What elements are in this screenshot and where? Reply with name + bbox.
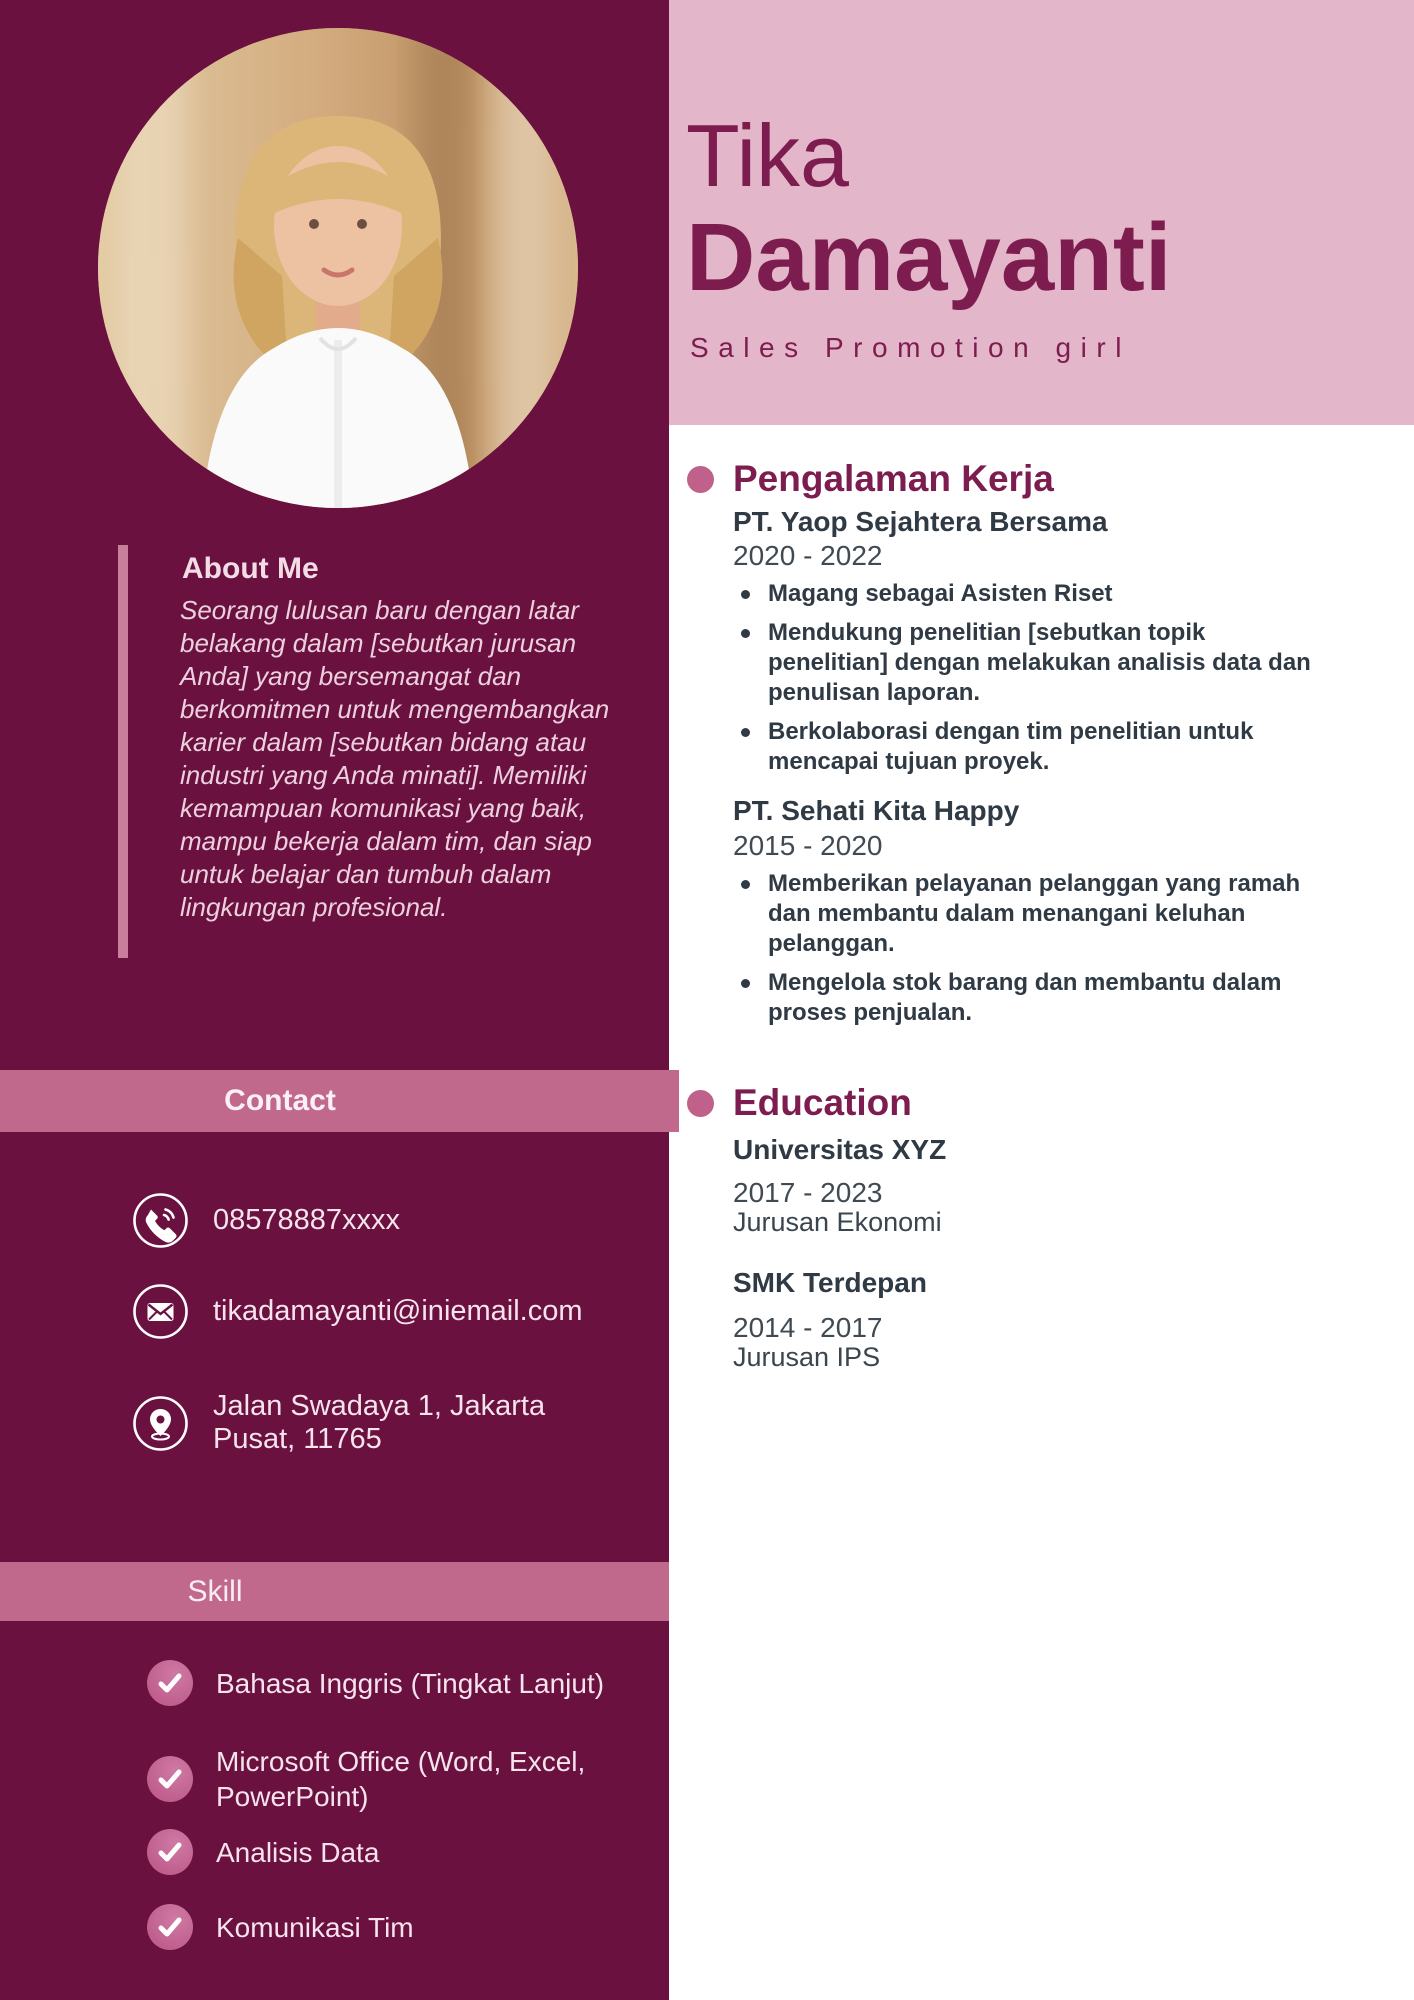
phone-value: 08578887xxxx [213,1204,401,1236]
school-major: Jurusan IPS [733,1342,881,1372]
experience-heading: Pengalaman Kerja [733,458,1054,499]
bullet-dot-icon [741,880,750,889]
education-heading: Education [733,1082,912,1123]
job-period: 2020 - 2022 [733,540,883,571]
contact-row-address [132,1390,558,1456]
name-first: Tika [686,106,849,205]
contact-heading: Contact [224,1084,336,1117]
checkmark-icon [147,1829,193,1875]
envelope-icon [132,1283,189,1340]
profile-photo [98,28,578,508]
job-bullet [741,579,1331,609]
skill-row [147,1744,636,1814]
skill-label: Microsoft Office (Word, Excel, PowerPoint) [216,1746,586,1812]
bullet-dot-icon [741,979,750,988]
checkmark-icon [147,1756,193,1802]
section-bullet-icon [687,466,714,493]
skill-label: Komunikasi Tim [216,1911,414,1943]
education-section-header [687,1082,912,1124]
skill-heading: Skill [187,1575,243,1608]
bullet-dot-icon [741,590,750,599]
school-period: 2017 - 2023 [733,1177,883,1208]
skill-label: Analisis Data [216,1836,380,1868]
job-bullet [741,717,1331,777]
about-accent-bar [118,545,128,958]
bullet-text: Mengelola stok barang dan membantu dalam proses penjualan. [768,969,1282,1026]
contact-row-email [132,1283,583,1340]
skill-row [147,1829,636,1875]
name-last: Damayanti [686,204,1172,311]
job-bullet-list [741,579,1331,786]
bullet-text: Berkolaborasi dengan tim penelitian untuk mencapai tujuan proyek. [768,718,1254,775]
location-pin-icon [132,1395,189,1452]
skill-row [147,1904,636,1950]
contact-row-phone [132,1192,400,1249]
skill-row [147,1660,636,1706]
bullet-text: Memberikan pelayanan pelanggan yang ramah dan membantu dalam menangani keluhan pelanggan. [768,870,1301,957]
school-name: SMK Terdepan [733,1267,927,1298]
company-name: PT. Sehati Kita Happy [733,795,1020,826]
job-bullet-list [741,869,1331,1037]
job-subtitle: Sales Promotion girl [690,332,1131,363]
bullet-dot-icon [741,629,750,638]
checkmark-icon [147,1660,193,1706]
experience-section-header [687,458,1054,500]
school-name: Universitas XYZ [733,1134,947,1165]
school-major: Jurusan Ekonomi [733,1207,942,1237]
bullet-text: Mendukung penelitian [sebutkan topik penelitian] dengan melakukan analisis data dan penulisan laporan. [768,619,1311,706]
school-period: 2014 - 2017 [733,1312,883,1343]
job-period: 2015 - 2020 [733,830,883,861]
job-bullet [741,618,1331,708]
about-body: Seorang lulusan baru dengan latar belakang dalam [sebutkan jurusan Anda] yang bersemangat dan berkomitmen untuk mengembangkan karier dalam [sebutkan bidang atau industri yang Anda minati]. Memiliki kemampuan komunikasi yang baik, mampu bekerja dalam tim, dan siap untuk belajar dan tumbuh dalam lingkungan profesional. [180,595,610,922]
bullet-text: Magang sebagai Asisten Riset [768,580,1113,607]
company-name: PT. Yaop Sejahtera Bersama [733,506,1108,537]
about-heading: About Me [182,552,319,585]
address-value: Jalan Swadaya 1, Jakarta Pusat, 11765 [213,1390,546,1455]
bullet-dot-icon [741,728,750,737]
skill-label: Bahasa Inggris (Tingkat Lanjut) [216,1667,605,1699]
phone-icon [132,1192,189,1249]
section-bullet-icon [687,1090,714,1117]
checkmark-icon [147,1904,193,1950]
profile-photo-illustration [98,28,578,508]
job-bullet [741,869,1331,959]
email-value: tikadamayanti@iniemail.com [213,1295,583,1327]
job-bullet [741,968,1331,1028]
